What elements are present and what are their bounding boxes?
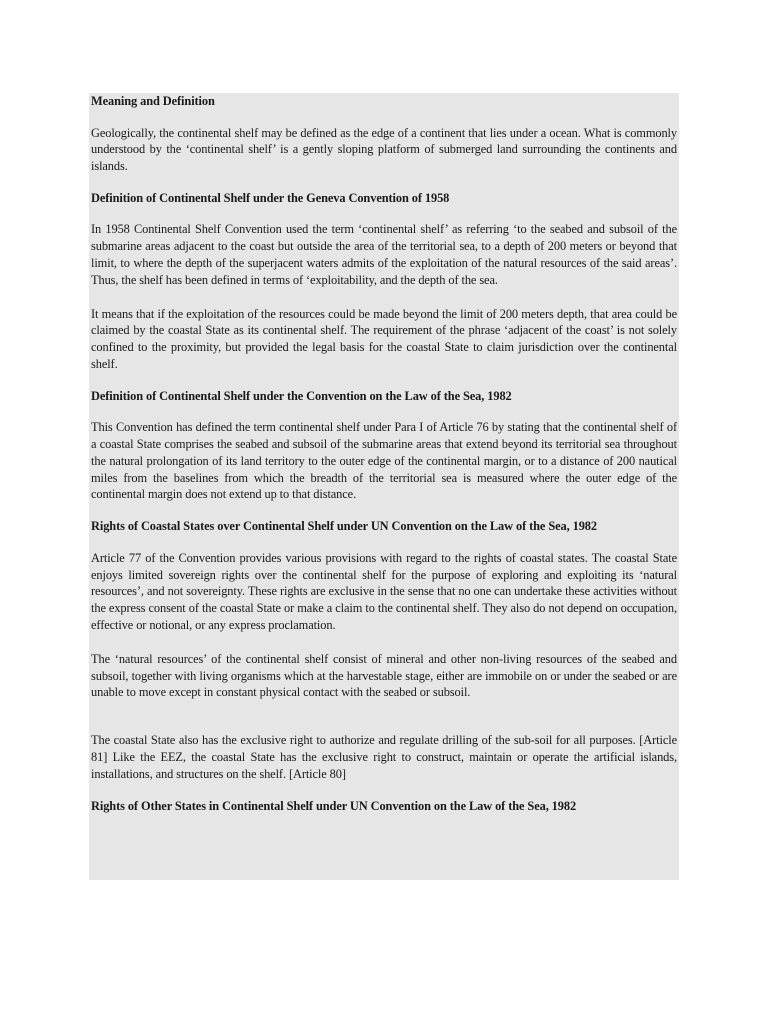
- section-heading: Rights of Coastal States over Continental Shelf under UN Convention on the Law of the Sea, 1982: [91, 519, 597, 534]
- paragraph: This Convention has defined the term continental shelf under Para I of Article 76 by stating that the continental shelf of a coastal State comprises the seabed and subsoil of the submarine areas that extend beyond its territorial sea throughout the natural prolongation of its land territory to the outer edge of the continental margin, or to a distance of 200 nautical miles from the baselines from which the breadth of the territorial sea is measured where the outer edge of the continental margin does not extend up to that distance.: [91, 420, 677, 502]
- section-heading: Meaning and Definition: [91, 94, 215, 108]
- paragraph: In 1958 Continental Shelf Convention used the term ‘continental shelf’ as referring ‘to the seabed and subsoil of the submarine areas adjacent to the coast but outside the area of the territorial sea, to a depth of 200 meters or beyond that limit, to where the depth of the superjacent waters admits of the exploitation of the natural resources of the said areas’. Thus, the shelf has been defined in terms of ‘exploitability, and the depth of the sea.: [91, 222, 677, 287]
- document-content: [89, 93, 679, 880]
- section-heading: Definition of Continental Shelf under the Geneva Convention of 1958: [91, 190, 450, 205]
- paragraph: Article 77 of the Convention provides various provisions with regard to the rights of coastal states. The coastal State enjoys limited sovereign rights over the continental shelf for the purpose of exploring and exploiting its ‘natural resources’, and not sovereignty. These rights are exclusive in the sense that no one can undertake these activities without the express consent of the coastal State or make a claim to the continental shelf. They also do not depend on occupation, effective or notional, or any express proclamation.: [91, 550, 677, 632]
- section-heading: Definition of Continental Shelf under the Convention on the Law of the Sea, 1982: [91, 388, 512, 403]
- paragraph: Geologically, the continental shelf may be defined as the edge of a continent that lies under a ocean. What is commonly understood by the ‘continental shelf’ is a gently sloping platform of submerged land surrounding the continents and islands.: [91, 125, 677, 174]
- paragraph: The ‘natural resources’ of the continental shelf consist of mineral and other non-living resources of the seabed and subsoil, together with living organisms which at the harvestable stage, either are immobile on or under the seabed or are unable to move except in constant physical contact with the seabed or subsoil.: [91, 651, 677, 700]
- section-heading: Rights of Other States in Continental Shelf under UN Convention on the Law of the Sea, 1982: [91, 798, 577, 813]
- paragraph: It means that if the exploitation of the resources could be made beyond the limit of 200 meters depth, that area could be claimed by the coastal State as its continental shelf. The requirement of the phrase ‘adjacent of the coast’ is not solely confined to the proximity, but provided the legal basis for the coastal State to claim jurisdiction over the continental shelf.: [91, 306, 677, 371]
- paragraph: The coastal State also has the exclusive right to authorize and regulate drilling of the sub-soil for all purposes. [Article 81] Like the EEZ, the coastal State has the exclusive right to construct, maintain or operate the artificial islands, installations, and structures on the shelf. [Article 80]: [91, 733, 677, 781]
